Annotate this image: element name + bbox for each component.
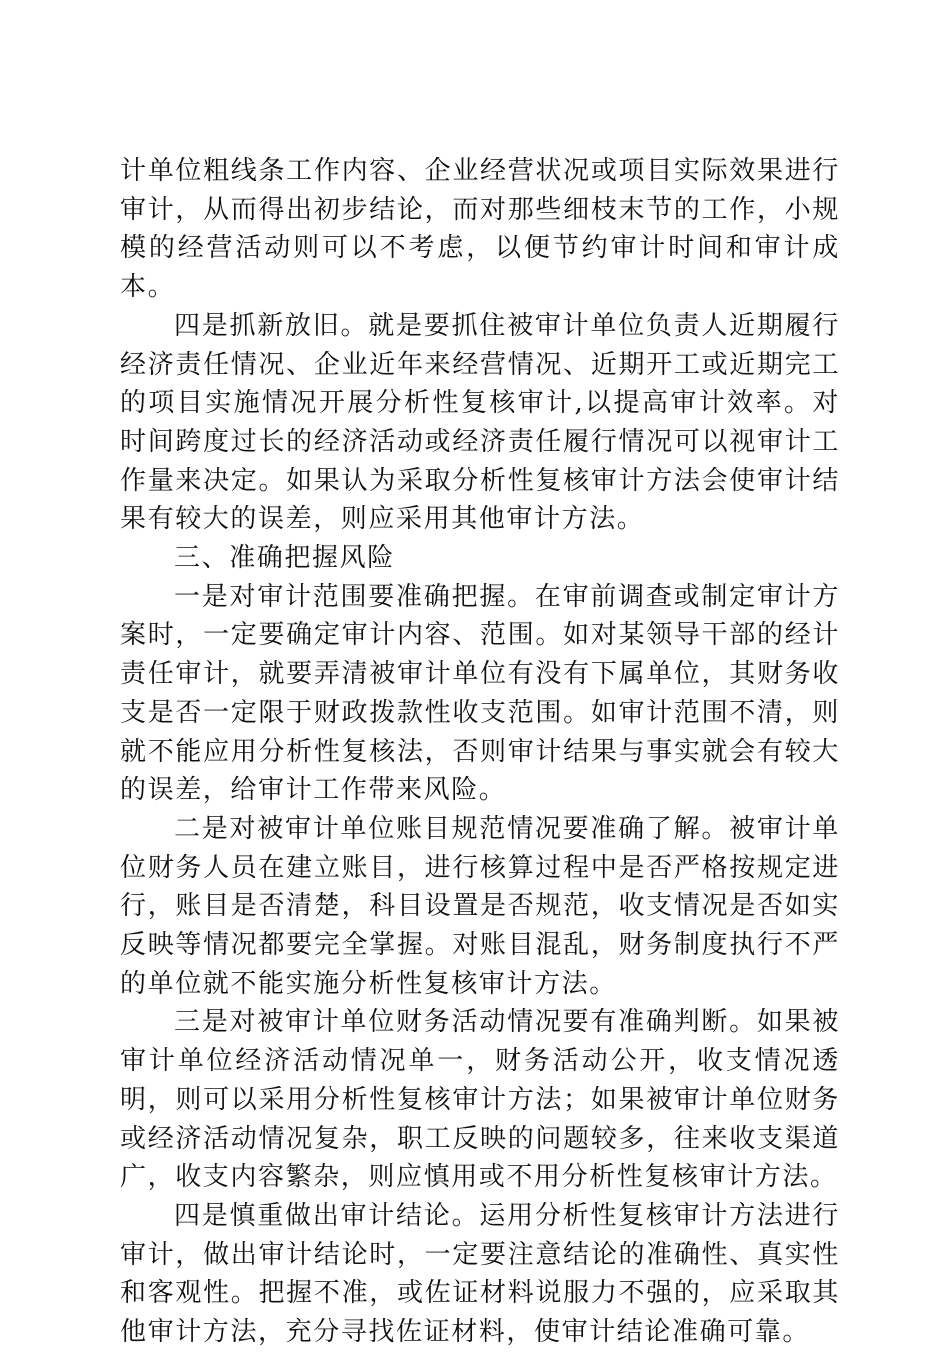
paragraph-point-two-account-standards: 二是对被审计单位账目规范情况要准确了解。被审计单位财务人员在建立账目，进行核算过程中是否严格按规定进行，账目是否清楚，科目设置是否规范，收支情况是否如实反映等情况都要完全掌握。对账目混乱，财务制度执行不严的单位就不能实施分析性复核审计方法。	[120, 813, 840, 999]
paragraph-point-four-new-over-old: 四是抓新放旧。就是要抓住被审计单位负责人近期履行经济责任情况、企业近年来经营情况、近期开工或近期完工的项目实施情况开展分析性复核审计,以提高审计效率。对时间跨度过长的经济活动或经济责任履行情况可以视审计工作量来决定。如果认为采取分析性复核审计方法会使审计结果有较大的误差，则应采用其他审计方法。	[120, 310, 840, 535]
document-body	[120, 152, 840, 1352]
paragraph-point-three-financial-activity: 三是对被审计单位财务活动情况要有准确判断。如果被审计单位经济活动情况单一，财务活动公开，收支情况透明，则可以采用分析性复核审计方法；如果被审计单位财务或经济活动情况复杂，职工反映的问题较多，往来收支渠道广，收支内容繁杂，则应慎用或不用分析性复核审计方法。	[120, 1007, 840, 1193]
section-heading: 三、准确把握风险	[174, 543, 395, 574]
continued-paragraph: 计单位粗线条工作内容、企业经营状况或项目实际效果进行审计，从而得出初步结论，而对那些细枝末节的工作，小规模的经营活动则可以不考虑，以便节约审计时间和审计成本。	[120, 156, 840, 303]
paragraph-point-four-audit-conclusion: 四是慎重做出审计结论。运用分析性复核审计方法进行审计，做出审计结论时，一定要注意结论的准确性、真实性和客观性。把握不准，或佐证材料说服力不强的，应采取其他审计方法，充分寻找佐证材料，使审计结论准确可靠。	[120, 1200, 840, 1348]
paragraph-point-one-audit-scope: 一是对审计范围要准确把握。在审前调查或制定审计方案时，一定要确定审计内容、范围。如对某领导干部的经计责任审计，就要弄清被审计单位有没有下属单位，其财务收支是否一定限于财政拨款性收支范围。如审计范围不清，则就不能应用分析性复核法，否则审计结果与事实就会有较大的误差，给审计工作带来风险。	[120, 581, 840, 806]
